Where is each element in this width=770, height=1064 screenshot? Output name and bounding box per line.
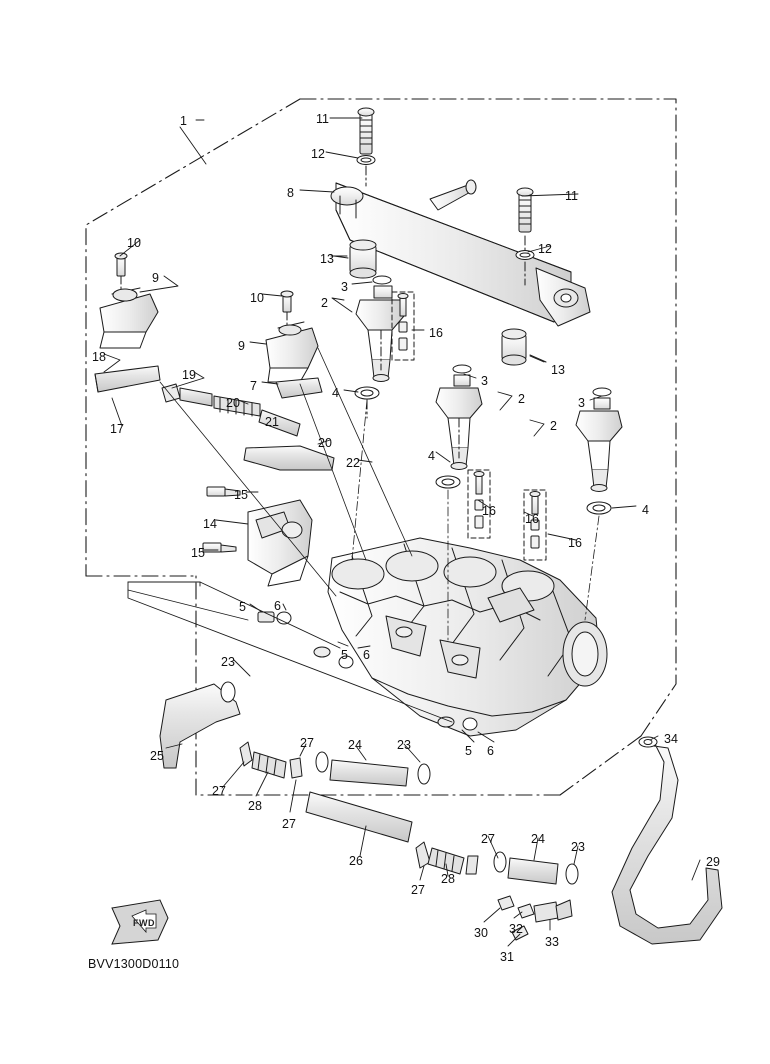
- callout-31: 31: [500, 950, 514, 964]
- callout-7: 7: [250, 379, 257, 393]
- callout-1: 1: [180, 114, 187, 128]
- callout-32: 32: [509, 922, 523, 936]
- callout-9-mid: 9: [238, 339, 245, 353]
- callout-13-left: 13: [320, 252, 334, 266]
- callout-5-a: 5: [239, 600, 246, 614]
- callout-33: 33: [545, 935, 559, 949]
- callout-3-a: 3: [341, 280, 348, 294]
- callout-34: 34: [664, 732, 678, 746]
- callout-12-top: 12: [311, 147, 325, 161]
- callout-16-d: 16: [568, 536, 582, 550]
- callout-23-c: 23: [571, 840, 585, 854]
- callout-11-top: 11: [316, 112, 329, 126]
- callout-10-mid: 10: [250, 291, 264, 305]
- callout-22: 22: [346, 456, 360, 470]
- callout-27-d: 27: [481, 832, 495, 846]
- callout-14: 14: [203, 517, 217, 531]
- callout-9-left: 9: [152, 271, 159, 285]
- callout-27-b: 27: [212, 784, 226, 798]
- callout-24-b: 24: [531, 832, 545, 846]
- callout-24-a: 24: [348, 738, 362, 752]
- fwd-label: FWD: [133, 918, 155, 928]
- callout-23-a: 23: [221, 655, 235, 669]
- callout-19: 19: [182, 368, 196, 382]
- diagram-code: BVV1300D0110: [88, 957, 180, 971]
- callout-6-c: 6: [487, 744, 494, 758]
- callout-26: 26: [349, 854, 363, 868]
- callout-3-b: 3: [481, 374, 488, 388]
- callout-20-a: 20: [226, 396, 240, 410]
- callout-23-b: 23: [397, 738, 411, 752]
- callout-27-c: 27: [282, 817, 296, 831]
- callout-16-c: 16: [525, 512, 539, 526]
- callout-12-right: 12: [538, 242, 552, 256]
- callout-5-b: 5: [341, 648, 348, 662]
- callout-16-b: 16: [482, 504, 496, 518]
- callout-6-a: 6: [274, 599, 281, 613]
- callout-27-a: 27: [300, 736, 314, 750]
- callout-25: 25: [150, 749, 164, 763]
- callout-2-b: 2: [518, 392, 525, 406]
- callout-15-b: 15: [191, 546, 205, 560]
- callout-8: 8: [287, 186, 294, 200]
- callout-11-right: 11: [565, 189, 578, 203]
- callout-17: 17: [110, 422, 124, 436]
- callout-28-b: 28: [441, 872, 455, 886]
- callout-16-a: 16: [429, 326, 443, 340]
- callout-18: 18: [92, 350, 106, 364]
- callout-2-a: 2: [321, 296, 328, 310]
- callout-4-c: 4: [642, 503, 649, 517]
- callout-27-e: 27: [411, 883, 425, 897]
- callout-10-left: 10: [127, 236, 141, 250]
- callout-13-right: 13: [551, 363, 565, 377]
- callout-3-c: 3: [578, 396, 585, 410]
- callout-20-b: 20: [318, 436, 332, 450]
- callout-5-c: 5: [465, 744, 472, 758]
- callout-28-a: 28: [248, 799, 262, 813]
- callout-4-b: 4: [428, 449, 435, 463]
- callout-6-b: 6: [363, 648, 370, 662]
- callout-15-a: 15: [234, 488, 248, 502]
- callout-30: 30: [474, 926, 488, 940]
- callout-29: 29: [706, 855, 720, 869]
- callout-2-c: 2: [550, 419, 557, 433]
- callout-21: 21: [265, 415, 279, 429]
- callout-4-a: 4: [332, 386, 339, 400]
